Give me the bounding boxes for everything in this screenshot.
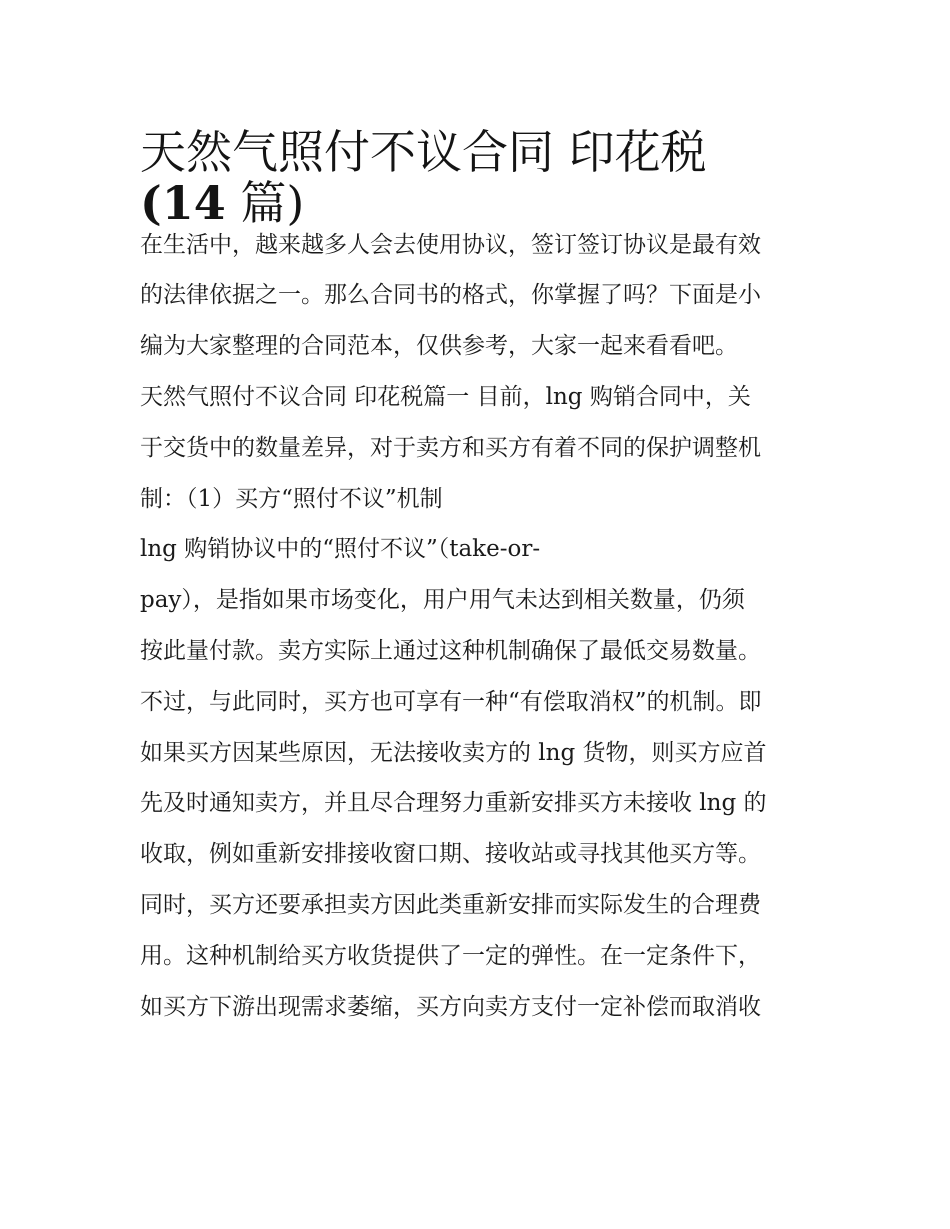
intro-line: 的法律依据之一。那么合同书的格式，你掌握了吗？下面是小 [140,282,761,309]
body-line: 按此量付款。卖方实际上通过这种机制确保了最低交易数量。 [140,637,761,664]
title-paren-open: ( [140,175,162,230]
body-line: 不过，与此同时，买方也可享有一种“有偿取消权”的机制。即 [140,688,762,715]
body-line: 用。这种机制给买方收货提供了一定的弹性。在一定条件下， [140,942,761,969]
intro-paragraph [140,220,812,372]
body-line: 制：（1）买方“照付不议”机制 [140,485,443,512]
title-line-1: 天然气照付不议合同 印花税 [140,125,707,179]
body-line: 天然气照付不议合同 印花税篇一 目前，lng 购销合同中，关 [140,383,751,410]
body-line: lng 购销协议中的“照付不议”（take-or- [140,536,541,563]
body-line: 于交货中的数量差异，对于卖方和买方有着不同的保护调整机 [140,434,761,461]
title-count: 14 [161,175,226,230]
body-line: pay），是指如果市场变化，用户用气未达到相关数量，仍须 [140,587,745,614]
body-line: 如买方下游出现需求萎缩，买方向卖方支付一定补偿而取消收 [140,993,761,1020]
intro-line: 编为大家整理的合同范本，仅供参考，大家一起来看看吧。 [140,333,738,360]
intro-line: 在生活中，越来越多人会去使用协议，签订签订协议是最有效 [140,231,761,258]
body-line: 收取，例如重新安排接收窗口期、接收站或寻找其他买方等。 [140,841,761,868]
body-line: 如果买方因某些原因，无法接收卖方的 lng 货物，则买方应首 [140,739,767,766]
body-line: 同时，买方还要承担卖方因此类重新安排而实际发生的合理费 [140,891,761,918]
body-line: 先及时通知卖方，并且尽合理努力重新安排买方未接收 lng 的 [140,790,767,817]
title-suffix: 篇) [225,175,305,230]
body-paragraph [140,372,812,1032]
document-content [140,112,812,1032]
document-title [140,112,812,230]
